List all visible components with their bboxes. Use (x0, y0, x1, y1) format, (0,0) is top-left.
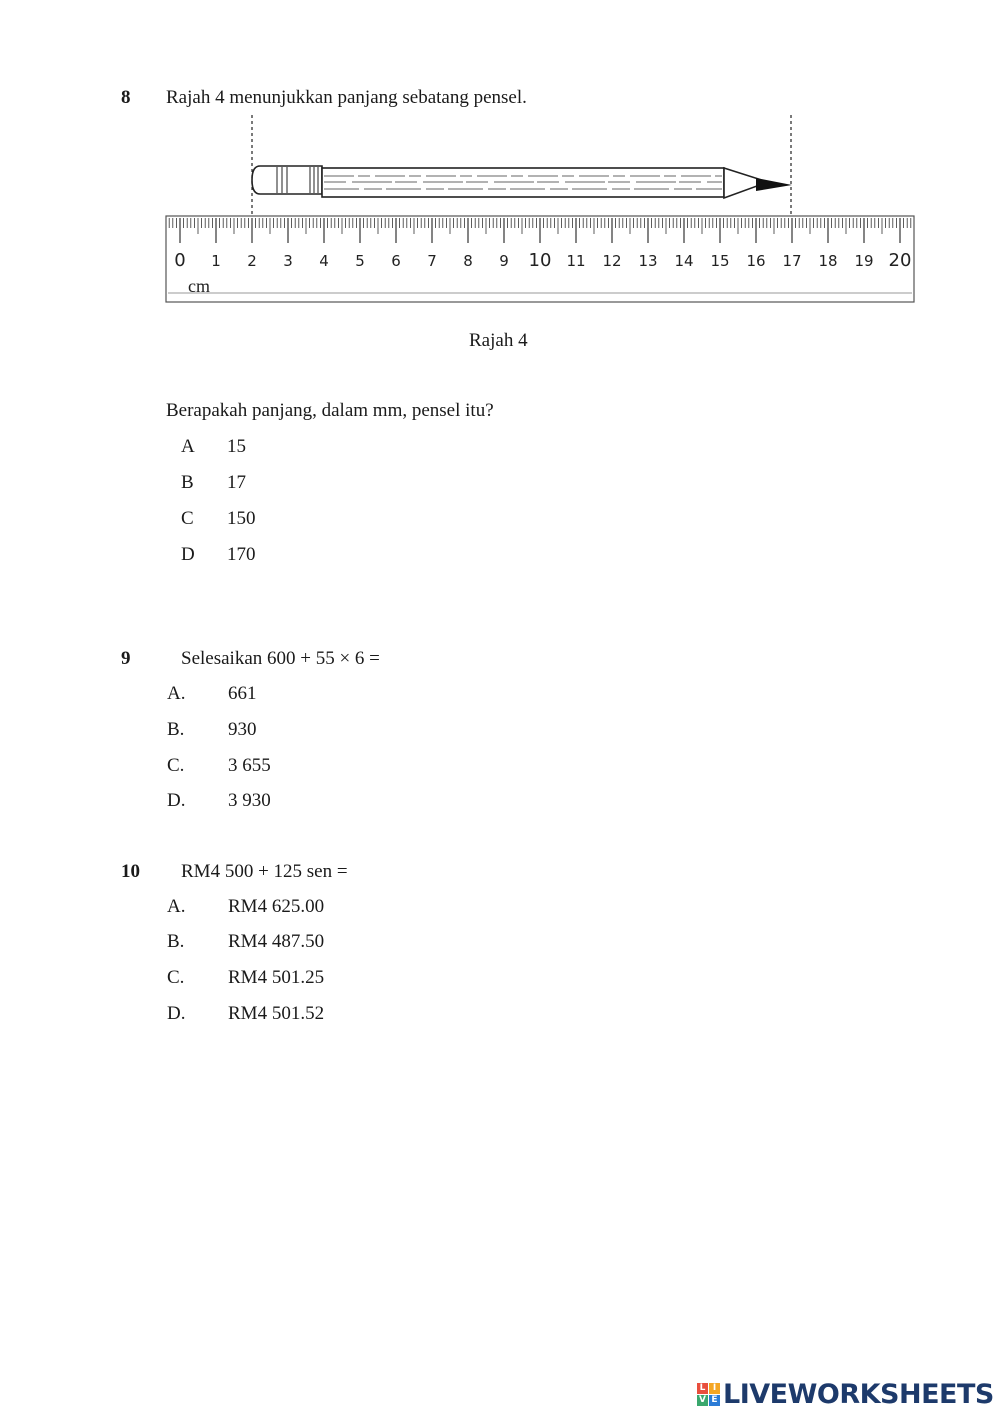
question-9-text: Selesaikan 600 + 55 × 6 = (181, 648, 380, 669)
pencil-ruler-figure (160, 110, 925, 310)
ruler-label: 12 (602, 252, 622, 270)
question-9-number: 9 (121, 648, 131, 669)
pencil-icon (252, 166, 792, 198)
ruler-label: 17 (782, 252, 802, 270)
logo-letter-e: E (709, 1395, 720, 1406)
ruler-label: 2 (247, 252, 257, 270)
question-10-number: 10 (121, 861, 140, 882)
ruler-label: 4 (319, 252, 329, 270)
ruler-labels (174, 250, 911, 271)
option-d-letter: D. (167, 790, 186, 811)
ruler-label: 3 (283, 252, 293, 270)
option-c-letter: C. (167, 967, 185, 988)
ruler-label: 19 (854, 252, 874, 270)
ruler-label: 5 (355, 252, 365, 270)
ruler-label: 13 (638, 252, 658, 270)
option-a-letter: A. (167, 683, 186, 704)
option-a-text[interactable]: RM4 625.00 (228, 896, 325, 917)
ruler-label: 0 (174, 250, 186, 271)
question-8-text: Rajah 4 menunjukkan panjang sebatang pensel. (166, 87, 527, 108)
option-b-letter: B. (167, 931, 185, 952)
option-c-text[interactable]: 150 (227, 508, 256, 529)
option-b-text[interactable]: RM4 487.50 (228, 931, 325, 952)
liveworksheets-logo[interactable] (697, 1378, 994, 1410)
ruler-label: 9 (499, 252, 509, 270)
ruler-label: 14 (674, 252, 694, 270)
ruler-unit-label: cm (188, 276, 210, 296)
ruler-label: 11 (566, 252, 586, 270)
ruler-label: 18 (818, 252, 838, 270)
option-b-letter: B. (167, 719, 185, 740)
option-b-letter: B (181, 472, 194, 493)
option-c-text[interactable]: 3 655 (228, 755, 271, 776)
option-d-letter: D. (167, 1003, 186, 1024)
logo-letter-v: V (697, 1395, 708, 1406)
ruler-label: 8 (463, 252, 473, 270)
option-c-letter: C (181, 508, 194, 529)
ruler-label: 7 (427, 252, 437, 270)
option-a-text[interactable]: 661 (228, 683, 257, 704)
ruler-label: 10 (528, 250, 552, 271)
live-logo-icon (697, 1383, 720, 1406)
option-c-letter: C. (167, 755, 185, 776)
option-c-text[interactable]: RM4 501.25 (228, 967, 325, 988)
option-d-text[interactable]: 170 (227, 544, 256, 565)
option-d-letter: D (181, 544, 195, 565)
ruler-label: 16 (746, 252, 766, 270)
question-8-number: 8 (121, 87, 131, 108)
logo-letter-l: L (697, 1383, 708, 1394)
logo-letter-i: I (709, 1383, 720, 1394)
option-b-text[interactable]: 930 (228, 719, 257, 740)
ruler-label: 6 (391, 252, 401, 270)
option-d-text[interactable]: 3 930 (228, 790, 271, 811)
option-a-letter: A. (167, 896, 186, 917)
question-10-text: RM4 500 + 125 sen = (181, 861, 348, 882)
option-b-text[interactable]: 17 (227, 472, 246, 493)
ruler-label: 15 (710, 252, 730, 270)
ruler-label: 20 (888, 250, 912, 271)
option-a-text[interactable]: 15 (227, 436, 246, 457)
option-a-letter: A (181, 436, 195, 457)
logo-wordmark: LIVEWORKSHEETS (723, 1378, 994, 1410)
question-8-prompt: Berapakah panjang, dalam mm, pensel itu? (166, 400, 494, 421)
option-d-text[interactable]: RM4 501.52 (228, 1003, 325, 1024)
figure-caption: Rajah 4 (469, 330, 528, 351)
ruler-label: 1 (211, 252, 221, 270)
